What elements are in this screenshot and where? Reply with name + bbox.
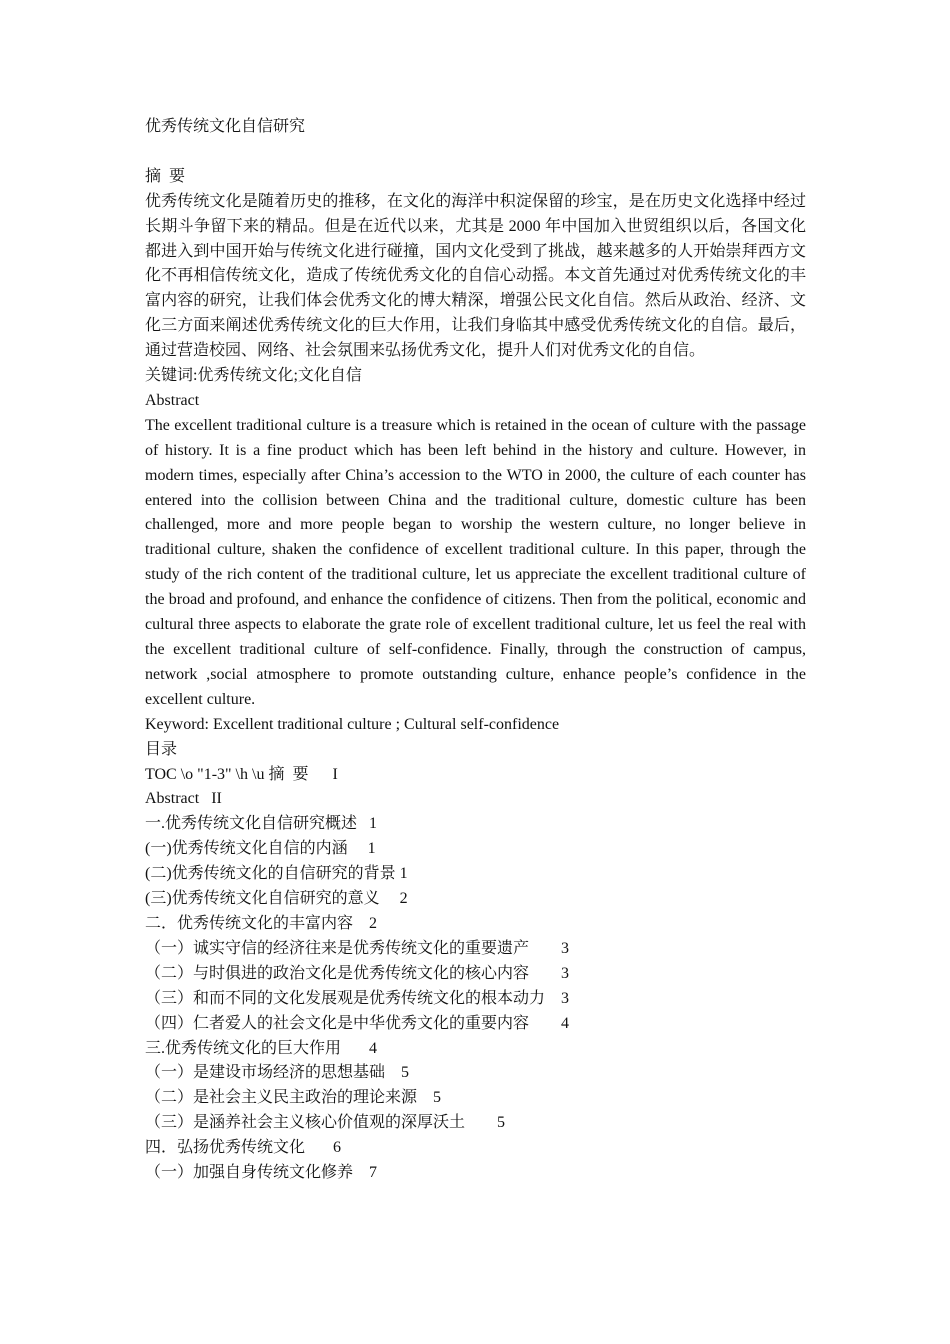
toc-entry[interactable]: （三）和而不同的文化发展观是优秀传统文化的根本动力 3 — [145, 989, 570, 1007]
toc-entry[interactable]: (一)优秀传统文化自信的内涵 1 — [145, 840, 376, 858]
toc-entry[interactable]: 一.优秀传统文化自信研究概述 1 — [145, 815, 378, 833]
toc-entry[interactable]: 三.优秀传统文化的巨大作用 4 — [145, 1039, 378, 1057]
document-title: 优秀传统文化自信研究 — [145, 118, 306, 135]
toc-entry[interactable]: （四）仁者爱人的社会文化是中华优秀文化的重要内容 4 — [145, 1014, 570, 1032]
toc-entry[interactable]: TOC \o "1-3" \h \u 摘 要 I — [145, 765, 338, 783]
toc-entry[interactable]: 四．弘扬优秀传统文化 6 — [145, 1139, 342, 1157]
toc-entry[interactable]: （一）加强自身传统文化修养 7 — [145, 1164, 378, 1182]
toc-entry[interactable]: （三）是涵养社会主义核心价值观的深厚沃土 5 — [145, 1114, 506, 1132]
toc-entry[interactable]: （二）与时俱进的政治文化是优秀传统文化的核心内容 3 — [145, 964, 570, 982]
abstract-cn-body: 优秀传统文化是随着历史的推移，在文化的海洋中积淀保留的珍宝，是在历史文化选择中经过长期斗争留下来的精品。但是在近代以来，尤其是 2000 年中国加入世贸组织以后，各国文化都进入到中国开始与传统文化进行碰撞，国内文化受到了挑战，越来越多的人开始崇拜西方文化不再相信传统文化，造成了传统优秀文化的自信心动摇。本文首先通过对优秀传统文化的丰富内容的研究，让我们体会优秀文化的博大精深，增强公民文化自信。然后从政治、经济、文化三方面来阐述优秀传统文化的巨大作用，让我们身临其中感受优秀传统文化的自信。最后，通过营造校园、网络、社会氛围来弘扬优秀文化，提升人们对优秀文化的自信。 — [145, 192, 806, 360]
toc-entry[interactable]: Abstract II — [145, 790, 222, 808]
toc-entry[interactable]: 二．优秀传统文化的丰富内容 2 — [145, 914, 378, 932]
toc-heading: 目录 — [145, 740, 178, 758]
toc-entry[interactable]: （一）诚实守信的经济往来是优秀传统文化的重要遗产 3 — [145, 939, 570, 957]
toc-entry[interactable]: (三)优秀传统文化自信研究的意义 2 — [145, 890, 408, 908]
toc-entry[interactable]: (二)优秀传统文化的自信研究的背景 1 — [145, 865, 408, 883]
abstract-cn-heading: 摘 要 — [145, 167, 186, 185]
keywords-cn: 关键词:优秀传统文化;文化自信 — [145, 367, 362, 385]
abstract-en-body: The excellent traditional culture is a treasure which is retained in the ocean of culture with the passage of history. It is a fine product which has been left behind in the history and culture. However, in modern times, especially after China’s accession to the WTO in 2000, the culture of each counter has entered into the collision between China and the traditional culture, domestic culture has been challenged, more and more people began to worship the western culture, no longer believe in traditional culture, shaken the confidence of excellent traditional culture. In this paper, through the study of the rich content of the traditional culture, let us appreciate the excellent traditional culture of the broad and profound, and enhance the confidence of citizens. Then from the political, economic and cultural three aspects to elaborate the grate role of excellent traditional culture, let us feel the real with the excellent traditional culture of self-confidence. Finally, through the construction of campus, network ,social atmosphere to promote outstanding culture, enhance people’s confidence in the excellent culture. — [145, 416, 806, 708]
toc-entry[interactable]: （二）是社会主义民主政治的理论来源 5 — [145, 1089, 442, 1107]
keywords-en: Keyword: Excellent traditional culture ; Cultural self-confidence — [145, 715, 560, 733]
abstract-en-heading: Abstract — [145, 391, 200, 409]
table-of-contents — [145, 763, 806, 1186]
document-page — [145, 115, 806, 1186]
toc-entry[interactable]: （一）是建设市场经济的思想基础 5 — [145, 1064, 410, 1082]
